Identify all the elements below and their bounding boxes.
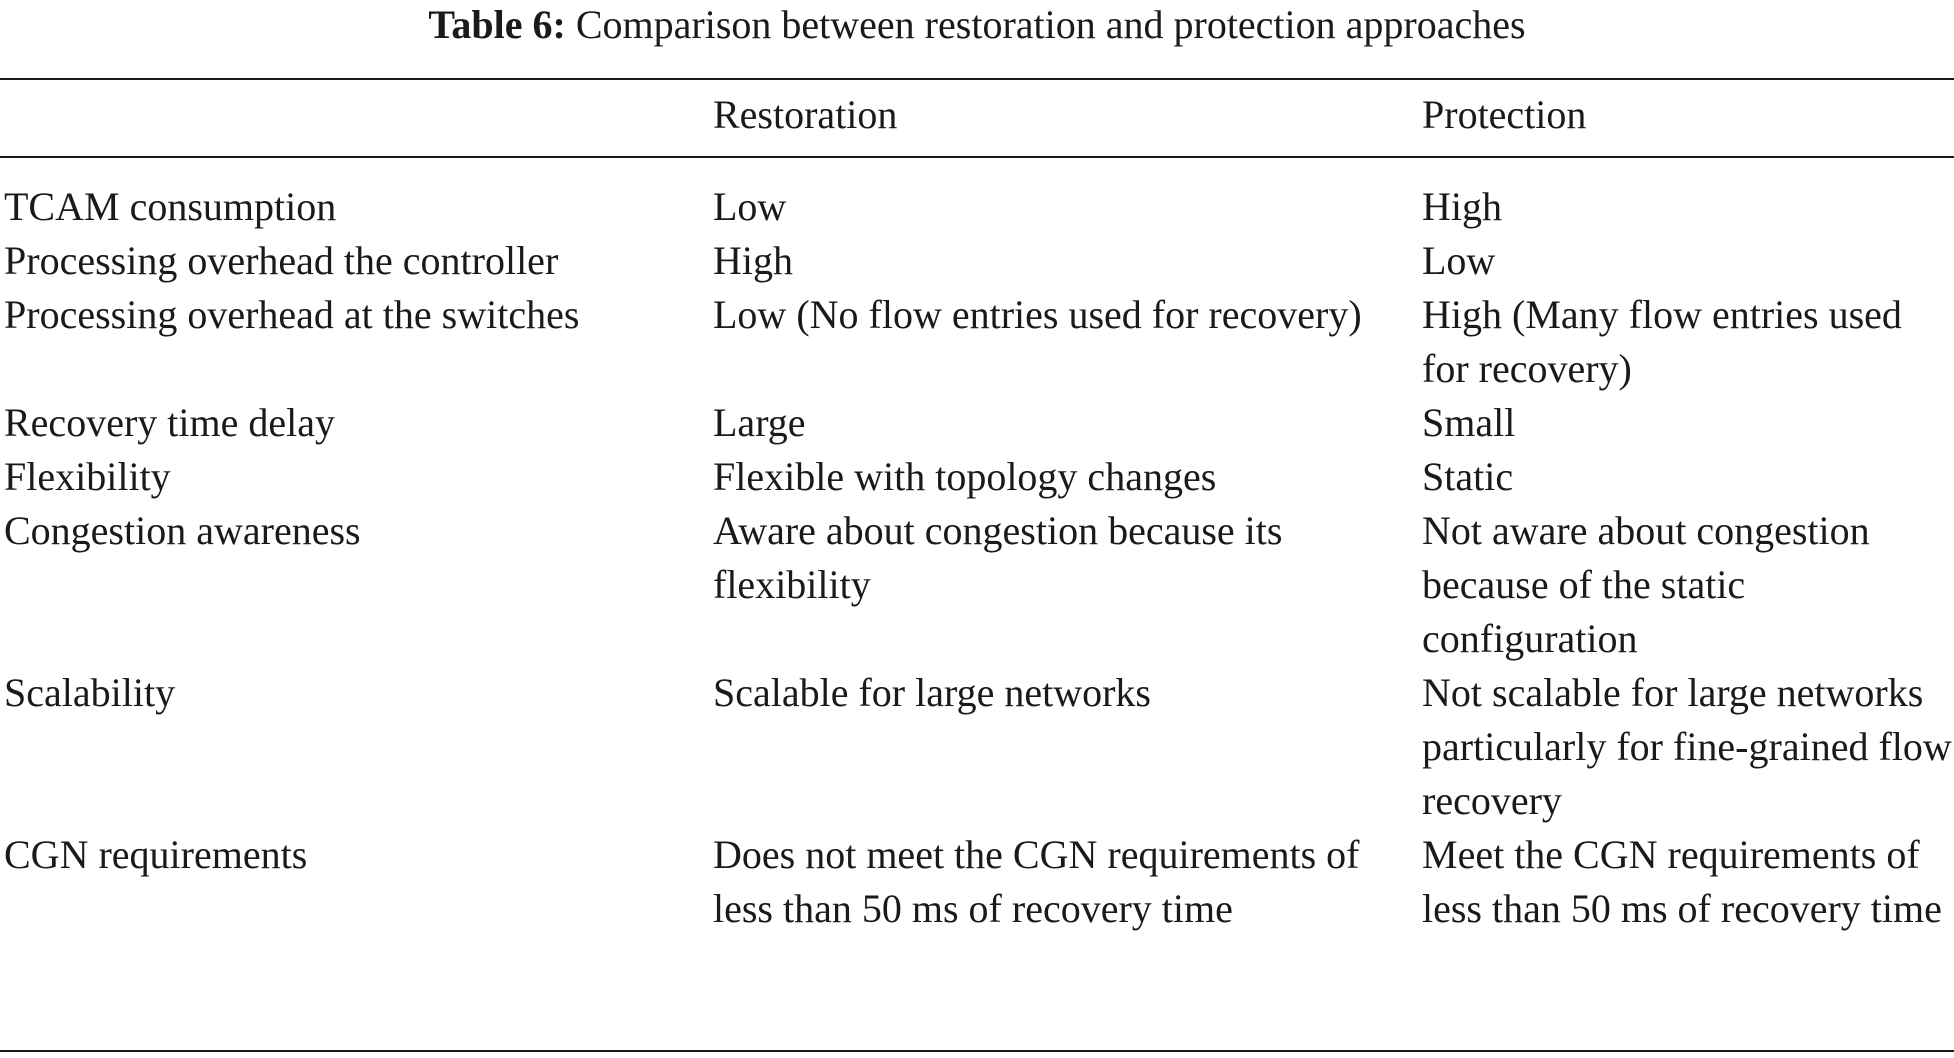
row-label: Flexibility — [4, 454, 171, 499]
table-row — [0, 828, 1954, 936]
protection-cell: Small — [1422, 400, 1516, 445]
table-row — [0, 666, 1954, 828]
comparison-table — [0, 78, 1954, 936]
header-row — [0, 78, 1954, 158]
table-row — [0, 450, 1954, 504]
row-label: Processing overhead the controller — [4, 238, 559, 283]
table-row — [0, 288, 1954, 396]
row-label: TCAM consumption — [4, 184, 337, 229]
row-label: Processing overhead at the switches — [4, 292, 580, 337]
table-row — [0, 180, 1954, 234]
header-cell-protection: Protection — [1422, 92, 1587, 137]
restoration-cell: Low — [713, 184, 787, 229]
bottom-rule — [0, 1050, 1954, 1052]
row-label: Congestion awareness — [4, 508, 361, 553]
protection-cell: Low — [1422, 238, 1496, 283]
header-cell-criterion — [0, 78, 713, 158]
restoration-cell: Does not meet the CGN requirements of less than 50 ms of recovery time — [713, 832, 1360, 931]
table-number: Table 6: — [428, 2, 566, 47]
protection-cell: Static — [1422, 454, 1514, 499]
row-label: CGN requirements — [4, 832, 308, 877]
row-label: Recovery time delay — [4, 400, 335, 445]
restoration-cell: High — [713, 238, 793, 283]
table-row — [0, 396, 1954, 450]
table-row — [0, 504, 1954, 666]
table-row — [0, 234, 1954, 288]
header-cell-restoration: Restoration — [713, 92, 898, 137]
restoration-cell: Low (No flow entries used for recovery) — [713, 292, 1362, 337]
table-caption — [0, 0, 1954, 50]
row-label: Scalability — [4, 670, 176, 715]
restoration-cell: Aware about congestion because its flexibility — [713, 508, 1283, 607]
restoration-cell: Flexible with topology changes — [713, 454, 1217, 499]
protection-cell: High — [1422, 184, 1502, 229]
protection-cell: Not aware about congestion because of the static configuration — [1422, 508, 1870, 661]
restoration-cell: Large — [713, 400, 806, 445]
restoration-cell: Scalable for large networks — [713, 670, 1151, 715]
table-title: Comparison between restoration and protection approaches — [575, 2, 1526, 47]
protection-cell: High (Many flow entries used for recovery) — [1422, 292, 1902, 391]
protection-cell: Not scalable for large networks particularly for fine-grained flow recovery — [1422, 670, 1952, 823]
protection-cell: Meet the CGN requirements of less than 50 ms of recovery time — [1422, 832, 1942, 931]
